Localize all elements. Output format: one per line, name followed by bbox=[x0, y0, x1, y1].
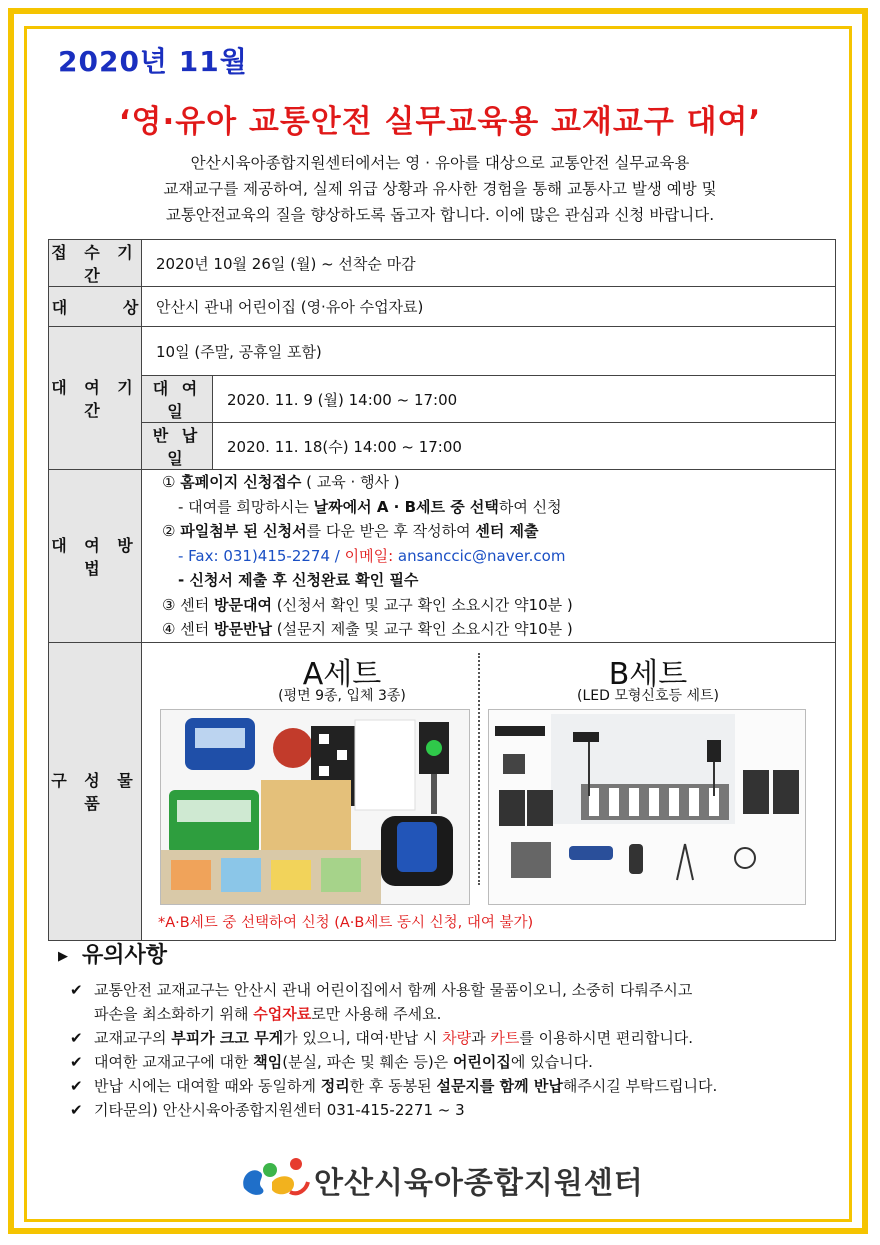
method-content bbox=[142, 470, 836, 643]
set-divider bbox=[478, 653, 480, 885]
method-line-7: ④ 센터 방문반납 (설문지 제출 및 교구 확인 소요시간 약10분 ) bbox=[162, 620, 573, 638]
sets-area bbox=[142, 643, 835, 939]
set-a-subtitle: (평면 9종, 입체 3종) bbox=[278, 688, 406, 704]
set-b-title: B세트 bbox=[608, 657, 688, 692]
checkmark-icon: ✔ bbox=[70, 1101, 83, 1119]
triangle-bullet-icon: ▶ bbox=[58, 948, 68, 964]
set-a-title: A세트 bbox=[302, 657, 382, 692]
set-b-illustration bbox=[489, 710, 806, 905]
checkmark-icon: ✔ bbox=[70, 1077, 83, 1095]
set-a-illustration bbox=[161, 710, 470, 905]
intro-line-2: 교재교구를 제공하여, 실제 위급 상황과 유사한 경험을 통해 교통사고 발생 예방 및 bbox=[163, 180, 717, 198]
method-line-4: - Fax: 031)415-2274 / 이메일: ansanccic@naver.com bbox=[178, 546, 566, 565]
period-value: 2020년 10월 26일 (월) ~ 선착순 마감 bbox=[142, 240, 836, 287]
set-b-subtitle: (LED 모형신호등 세트) bbox=[577, 688, 719, 704]
method-line-5: - 신청서 제출 후 신청완료 확인 필수 bbox=[178, 571, 419, 589]
org-logo-icon bbox=[238, 1152, 310, 1202]
intro-line-3: 교통안전교육의 질을 향상하도록 돕고자 합니다. 이에 많은 관심과 신청 바랍니다. bbox=[165, 206, 715, 224]
return-date-value: 2020. 11. 18(수) 14:00 ~ 17:00 bbox=[213, 423, 836, 470]
return-date-label: 반 납 일 bbox=[142, 423, 213, 470]
caution-item-4: ✔ 반납 시에는 대여할 때와 동일하게 정리한 후 동봉된 설문지를 함께 반납해주시길 부탁드립니다. bbox=[66, 1074, 836, 1098]
caution-heading: ▶ 유의사항 bbox=[58, 943, 168, 968]
checkmark-icon: ✔ bbox=[70, 1053, 83, 1071]
set-a-photo bbox=[160, 709, 470, 905]
method-line-6: ③ 센터 방문대여 (신청서 확인 및 교구 확인 소요시간 약10분 ) bbox=[162, 595, 573, 614]
set-note: *A·B세트 중 선택하여 신청 (A·B세트 동시 신청, 대여 불가) bbox=[158, 915, 534, 931]
caution-item-1: ✔ 교통안전 교재교구는 안산시 관내 어린이집에서 함께 사용할 물품이오니, 소중히 다뤄주시고 파손을 최소화하기 위해 수업자료로만 사용해 주세요. bbox=[66, 978, 836, 1026]
caution-item-5: ✔ 기타문의) 안산시육아종합지원센터 031-415-2271 ~ 3 bbox=[66, 1098, 836, 1122]
table-row-rent-date bbox=[49, 376, 836, 423]
method-line-3: ② 파일첨부 된 신청서를 다운 받은 후 작성하여 센터 제출 bbox=[162, 522, 539, 540]
table-row-items bbox=[49, 642, 836, 940]
checkmark-icon: ✔ bbox=[70, 1029, 83, 1047]
items-content bbox=[142, 642, 836, 940]
rental-days: 10일 (주말, 공휴일 포함) bbox=[142, 327, 836, 376]
table-row-rental-days bbox=[49, 327, 836, 376]
table-row-target bbox=[49, 287, 836, 327]
homepage-apply: 홈페이지 신청접수 bbox=[180, 473, 302, 491]
table-row-method bbox=[49, 470, 836, 643]
caution-item-2: ✔ 교재교구의 부피가 크고 무게가 있으니, 대여·반납 시 차량과 카트를 이용하시면 편리합니다. bbox=[66, 1026, 836, 1050]
caution-item-3: ✔ 대여한 교재교구에 대한 책임(분실, 파손 및 훼손 등)은 어린이집에 있습니다. bbox=[66, 1050, 836, 1074]
info-table bbox=[48, 239, 836, 941]
page-title: ‘영·유아 교통안전 실무교육용 교재교구 대여’ bbox=[118, 104, 762, 140]
org-logo bbox=[238, 1152, 658, 1202]
period-label: 접 수 기 간 bbox=[49, 240, 142, 287]
org-name: 안산시육아종합지원센터 bbox=[314, 1166, 644, 1201]
notice-date: 2020년 11월 bbox=[58, 45, 248, 78]
target-label: 대 상 bbox=[49, 287, 142, 327]
rent-date-value: 2020. 11. 9 (월) 14:00 ~ 17:00 bbox=[213, 376, 836, 423]
caution-list bbox=[66, 978, 836, 1122]
items-label: 구 성 물 품 bbox=[49, 642, 142, 940]
set-b-photo bbox=[488, 709, 806, 905]
rental-label: 대 여 기 간 bbox=[49, 327, 142, 470]
method-line-1: ① 홈페이지 신청접수 ( 교육 · 행사 ) bbox=[162, 473, 400, 491]
table-row-return-date bbox=[49, 423, 836, 470]
email-address[interactable]: ansanccic@naver.com bbox=[397, 546, 566, 565]
table-row-period bbox=[49, 240, 836, 287]
target-value: 안산시 관내 어린이집 (영·유아 수업자료) bbox=[142, 287, 836, 327]
method-line-2: - 대여를 희망하시는 날짜에서 A · B세트 중 선택하여 신청 bbox=[178, 497, 562, 516]
rent-date-label: 대 여 일 bbox=[142, 376, 213, 423]
fax-number: - Fax: 031)415-2274 / bbox=[178, 546, 345, 565]
method-label: 대 여 방 법 bbox=[49, 470, 142, 643]
intro-line-1: 안산시육아종합지원센터에서는 영 · 유아를 대상으로 교통안전 실무교육용 bbox=[190, 154, 690, 172]
checkmark-icon: ✔ bbox=[70, 981, 83, 999]
intro-paragraph bbox=[70, 150, 810, 228]
